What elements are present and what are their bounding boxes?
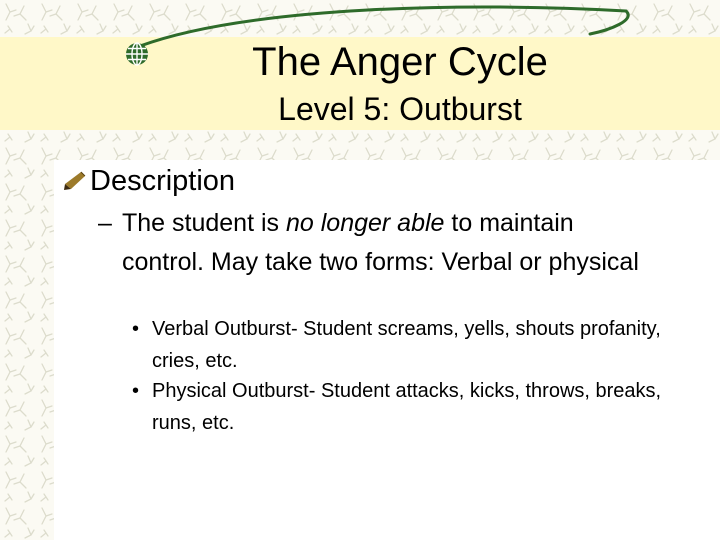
sub-bullet-text	[122, 204, 662, 281]
pen-nib-bullet-icon	[62, 168, 88, 192]
bullet-description: Description	[90, 165, 236, 197]
dot-bullet-2: •	[132, 380, 140, 402]
sub-sub-bullet-2: Physical Outburst- Student attacks, kicks, throws, breaks, runs, etc.	[152, 380, 662, 434]
slide-subtitle: Level 5: Outburst	[278, 91, 522, 127]
dot-bullet-1: •	[132, 318, 140, 340]
sub-sub-bullet-1: Verbal Outburst- Student screams, yells, shouts profanity, cries, etc.	[152, 318, 661, 372]
dash-bullet: –	[98, 209, 112, 237]
emphasis-text: no longer able	[285, 209, 445, 237]
slide-title: The Anger Cycle	[252, 40, 548, 84]
sub-bullet-text-start: The student is	[122, 209, 286, 237]
sub-bullet-text-end: to maintain control. May take two forms: Verbal or physical	[122, 209, 639, 276]
